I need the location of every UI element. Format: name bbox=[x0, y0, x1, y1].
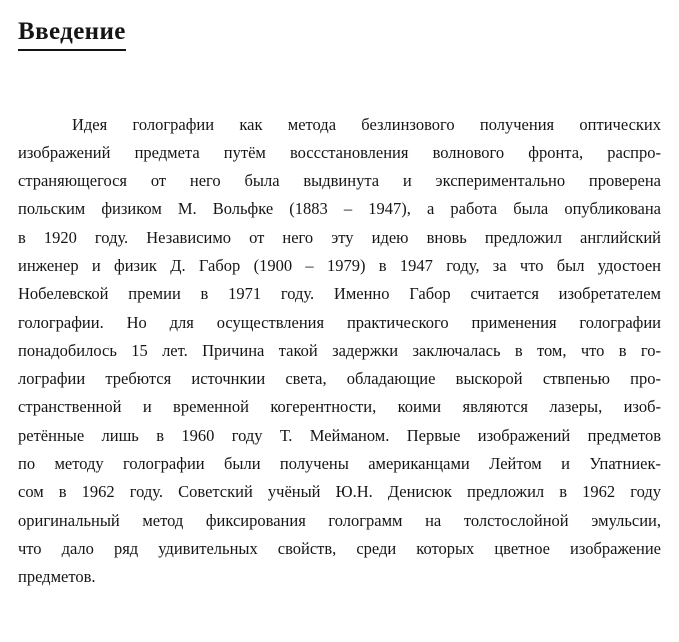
page-title: Введение bbox=[18, 18, 126, 51]
paragraph-line: инженер и физик Д. Габор (1900 – 1979) в 1947 году, за что был удостоен bbox=[18, 255, 661, 275]
paragraph-line: ретённые лишь в 1960 году Т. Мейманом. Первые изображений предметов bbox=[18, 425, 661, 445]
paragraph-line: голографии. Но для осуществления практического применения голографии bbox=[18, 312, 661, 332]
paragraph-line: по методу голографии были получены американцами Лейтом и Упатниек- bbox=[18, 454, 661, 474]
paragraph-line: сом в 1962 году. Советский учёный Ю.Н. Денисюк предложил в 1962 году bbox=[18, 482, 661, 502]
paragraph-line: Нобелевской премии в 1971 году. Именно Габор считается изобретателем bbox=[18, 284, 661, 304]
paragraph-line: лографии требются источнкии света, обладающие выскорой ствпенью про- bbox=[18, 369, 661, 389]
paragraph-line: Идея голографии как метода безлинзового получения оптических bbox=[72, 114, 661, 134]
paragraph-line: понадобилось 15 лет. Причина такой задержки заключалась в том, что в го- bbox=[18, 340, 661, 360]
paragraph-line: в 1920 году. Независимо от него эту идею вновь предложил английский bbox=[18, 227, 661, 247]
paragraph-line: изображений предмета путём воссстановления волнового фронта, распро- bbox=[18, 142, 661, 162]
paragraph bbox=[18, 111, 661, 592]
paragraph-line: оригинальный метод фиксирования голограмм на толстослойной эмульсии, bbox=[18, 510, 661, 530]
paragraph-line: предметов. bbox=[18, 567, 96, 587]
paragraph-line: странственной и временной когерентности, коими являются лазеры, изоб- bbox=[18, 397, 661, 417]
paragraph-line: что дало ряд удивительных свойств, среди которых цветное изображение bbox=[18, 538, 661, 558]
paragraph-line: страняющегося от него была выдвинута и экспериментально проверена bbox=[18, 171, 661, 191]
paragraph-line: польским физиком М. Вольфке (1883 – 1947), а работа была опубликована bbox=[18, 199, 661, 219]
